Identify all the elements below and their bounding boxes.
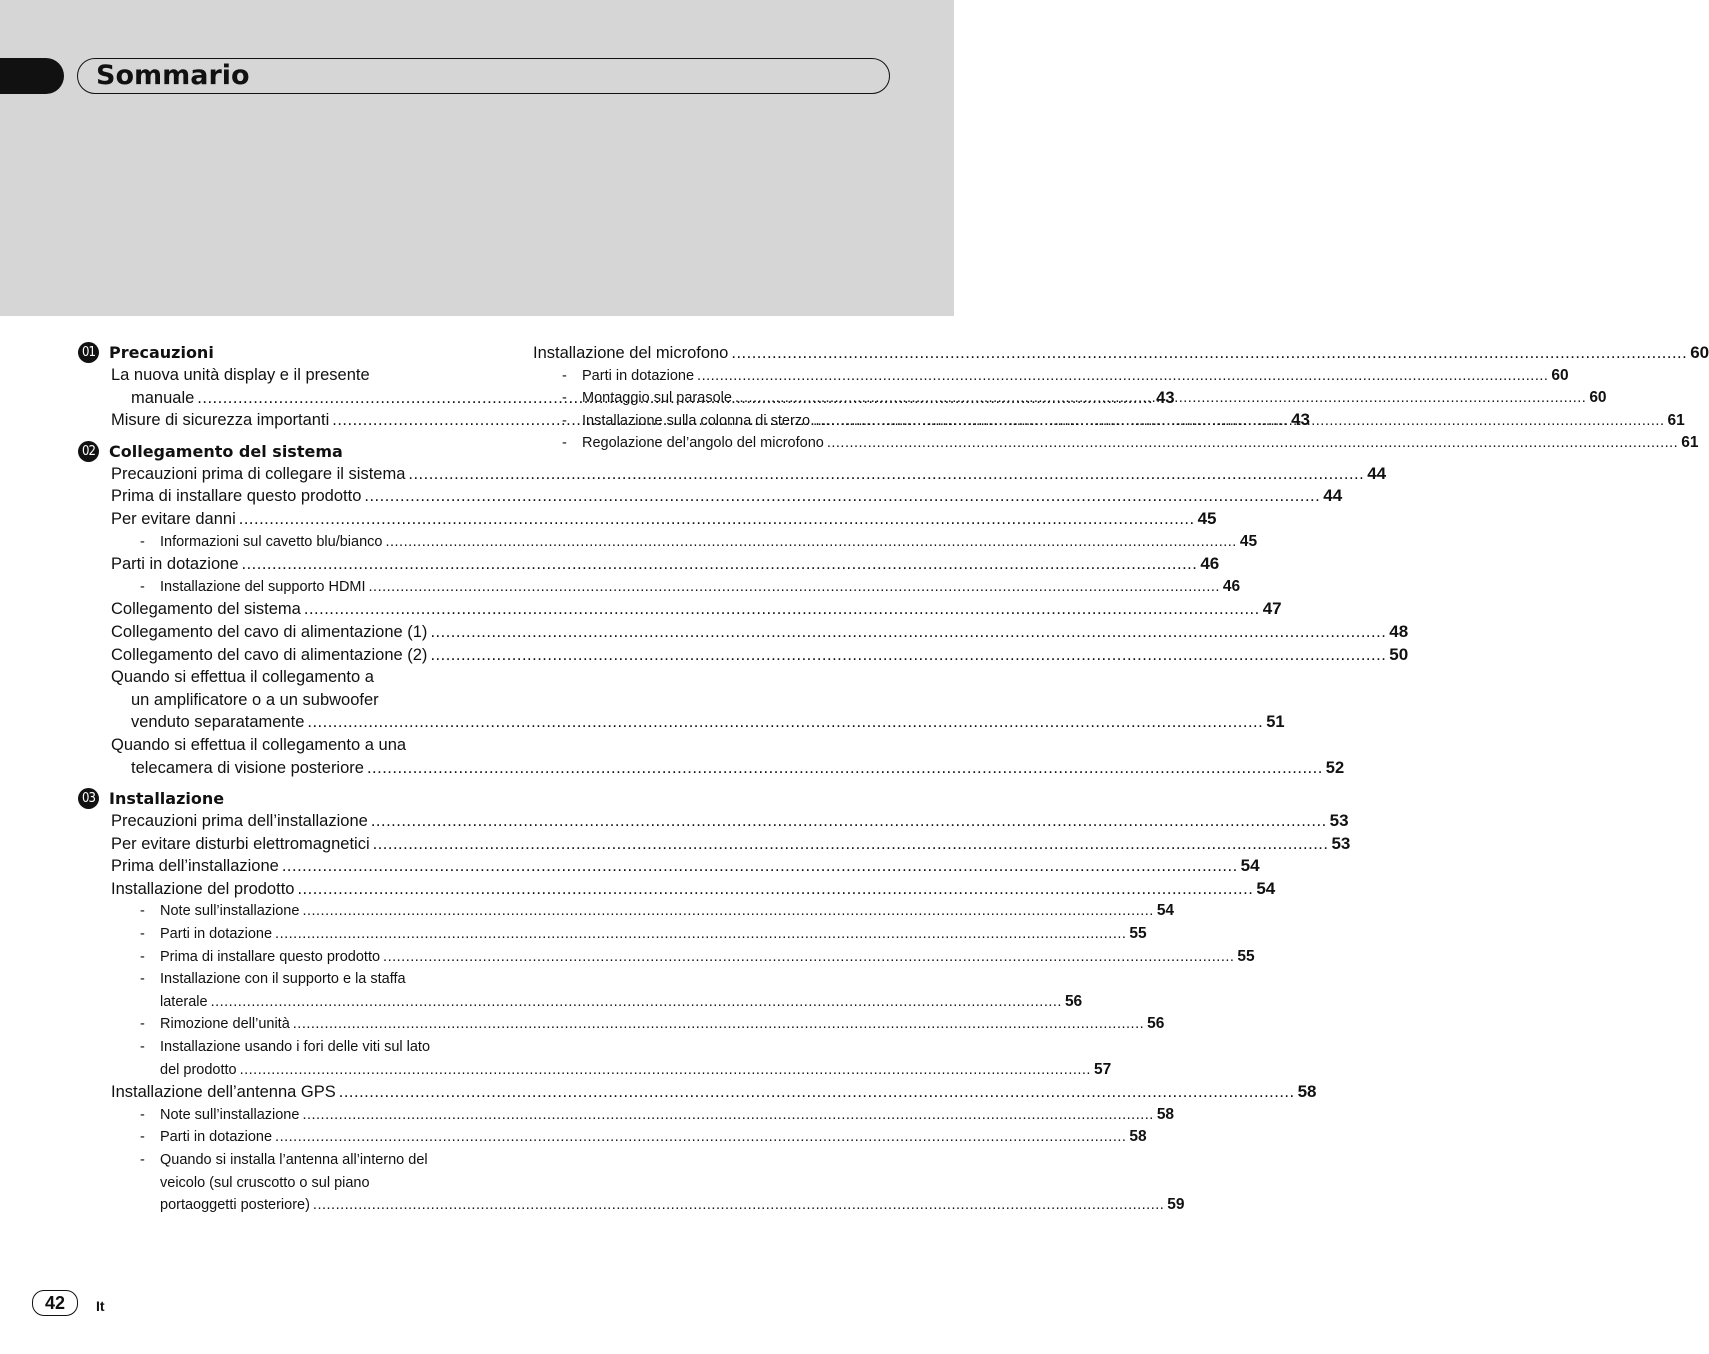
toc-page-number: 59 [1167, 1196, 1185, 1214]
leader-dots [239, 508, 1195, 531]
toc-entry-text: Prima di installare questo prodotto [111, 487, 362, 506]
toc-subentry-continuation [78, 1059, 1112, 1082]
toc-entry-text: telecamera di visione posteriore [131, 758, 364, 777]
toc-subentry [532, 365, 1569, 388]
toc-entry-text: Misure di sicurezza importanti [111, 411, 330, 430]
toc-entry [78, 810, 1349, 833]
toc-subentry-text: Parti in dotazione [582, 367, 695, 384]
toc-subentry-text: Installazione con il supporto e la staffa [160, 971, 406, 988]
toc-subentry [78, 1104, 1175, 1127]
section-heading [78, 788, 466, 810]
toc-subentry-continuation [78, 1194, 1185, 1217]
toc-entry [532, 342, 1709, 365]
leader-dots [313, 1194, 1164, 1217]
toc-page-number: 58 [1129, 1128, 1147, 1146]
leader-dots [827, 432, 1678, 455]
leader-dots [813, 410, 1664, 433]
dash-marker: - [140, 1152, 145, 1168]
leader-dots [275, 923, 1126, 946]
toc-page-number: 60 [1589, 389, 1607, 407]
leader-dots [371, 810, 1327, 833]
toc-subentry-text: Regolazione del’angolo del microfono [582, 435, 824, 452]
toc-page-number: 61 [1681, 434, 1699, 452]
toc-page-number: 46 [1200, 554, 1220, 574]
toc-entry [78, 553, 1220, 576]
toc-subentry-text: Parti in dotazione [160, 926, 273, 943]
leader-dots [383, 946, 1234, 969]
toc-subentry [78, 1126, 1147, 1149]
toc-subentry [78, 968, 466, 991]
page-number: 42 [32, 1290, 78, 1316]
toc-page-number: 60 [1551, 366, 1569, 384]
toc-subentry-text: Installazione sulla colonna di sterzo [582, 412, 811, 429]
toc-subentry-continuation [78, 1172, 466, 1195]
toc-subentry [78, 576, 1241, 599]
leader-dots [282, 855, 1238, 878]
toc-page-number: 54 [1156, 902, 1175, 920]
dash-marker: - [140, 1016, 145, 1033]
toc-entry [78, 598, 1282, 621]
toc-page-number: 52 [1325, 758, 1345, 777]
toc-page-number: 56 [1147, 1015, 1165, 1033]
leader-dots [275, 1126, 1126, 1149]
section-heading [78, 441, 466, 463]
toc-page-number: 43 [1156, 388, 1175, 407]
toc-subentry-text: Prima di installare questo prodotto [160, 948, 381, 965]
toc-entry-continuation [78, 757, 1345, 780]
toc-entry [78, 621, 1409, 644]
chapter-tab [0, 58, 64, 94]
leader-dots [242, 553, 1198, 576]
language-label: It [96, 1298, 105, 1314]
toc-subentry-text: Note sull’installazione [160, 903, 300, 920]
toc-entry-text: Precauzioni prima di collegare il sistema [111, 464, 406, 483]
toc-page-number: 55 [1237, 947, 1255, 965]
toc-subentry [78, 1149, 466, 1172]
dash-marker: - [562, 412, 567, 429]
dash-marker: - [562, 390, 567, 407]
toc-subentry-text: Informazioni sul cavetto blu/bianco [160, 533, 383, 550]
dash-marker: - [140, 578, 145, 595]
toc-page-number: 46 [1222, 577, 1241, 595]
toc-subentry-text: Quando si installa l’antenna all’interno del [160, 1152, 428, 1168]
section-title: Collegamento del sistema [109, 441, 343, 461]
toc-subentry-text: laterale [160, 993, 208, 1010]
toc-entry-text: manuale [131, 388, 195, 407]
toc-page-number: 58 [1297, 1082, 1317, 1102]
toc-entry-text: Installazione del microfono [533, 344, 729, 362]
toc-entry-text: Installazione dell’antenna GPS [111, 1083, 336, 1102]
chapter-number-badge: 01 [78, 342, 99, 363]
toc-entry-text: Installazione del prodotto [111, 879, 295, 898]
leader-dots [293, 1013, 1144, 1036]
toc-page-number: 60 [1690, 343, 1709, 362]
toc-entry [78, 508, 1217, 531]
toc-entry [78, 485, 1343, 508]
toc-subentry [78, 531, 1258, 554]
leader-dots [385, 531, 1236, 554]
toc-subentry-text: Note sull’installazione [160, 1106, 300, 1123]
toc-entry-text: Quando si effettua il collegamento a [111, 668, 374, 687]
leader-dots [735, 387, 1586, 410]
toc-entry-continuation [78, 689, 466, 712]
toc-subentry [78, 946, 1255, 969]
toc-page-number: 57 [1093, 1060, 1112, 1078]
toc-subentry [78, 923, 1147, 946]
leader-dots [369, 576, 1220, 599]
leader-dots [697, 365, 1548, 388]
toc-entry-text: Quando si effettua il collegamento a una [111, 735, 407, 754]
dash-marker: - [140, 1106, 145, 1123]
toc-page-number: 56 [1064, 992, 1083, 1010]
leader-dots [302, 1104, 1153, 1127]
toc-page-number: 44 [1367, 463, 1387, 483]
toc-entry [78, 878, 1276, 901]
toc-entry-text: Collegamento del sistema [111, 600, 301, 619]
toc-subentry-text: Parti in dotazione [160, 1129, 273, 1146]
section-title: Installazione [109, 789, 225, 809]
toc-page-number: 43 [1291, 410, 1311, 430]
page-title: Sommario [96, 60, 250, 91]
dash-marker: - [562, 435, 567, 452]
toc-entry-text: Precauzioni prima dell’installazione [111, 812, 368, 831]
dash-marker: - [140, 533, 145, 550]
toc-page-number: 53 [1329, 811, 1349, 831]
leader-dots [373, 833, 1329, 856]
dash-marker: - [140, 971, 145, 988]
toc-page-number: 44 [1323, 486, 1343, 506]
leader-dots [430, 644, 1386, 667]
toc-entry-text: Collegamento del cavo di alimentazione (2) [111, 645, 428, 664]
toc-page-number: 45 [1239, 532, 1258, 550]
toc-entry [78, 833, 1351, 856]
toc-page-number: 61 [1667, 411, 1685, 429]
toc-page-number: 58 [1156, 1105, 1175, 1123]
toc-entry [78, 463, 1387, 486]
toc-entry [78, 364, 466, 387]
toc-entry-text: Per evitare disturbi elettromagnetici [111, 834, 370, 853]
leader-dots [430, 621, 1386, 644]
toc-page-number: 54 [1256, 878, 1276, 898]
leader-dots [408, 463, 1364, 486]
toc-subentry-text: Montaggio sul parasole [582, 390, 732, 407]
toc-subentry [78, 1013, 1165, 1036]
leader-dots [304, 598, 1260, 621]
toc-subentry-text: portaoggetti posteriore) [160, 1197, 310, 1214]
toc-entry-text: venduto separatamente [131, 713, 305, 732]
leader-dots [240, 1059, 1091, 1082]
dash-marker: - [140, 926, 145, 943]
leader-dots [367, 757, 1323, 780]
toc-subentry [532, 432, 1699, 455]
leader-dots [307, 711, 1263, 734]
toc-subentry-text: Installazione del supporto HDMI [160, 578, 366, 595]
dash-marker: - [562, 367, 567, 384]
toc-subentry-continuation [78, 991, 1083, 1014]
toc-entry-text: La nuova unità display e il presente [111, 366, 370, 384]
dash-marker: - [140, 903, 145, 920]
toc-subentry [78, 900, 1175, 923]
toc-subentry-text: Rimozione dell’unità [160, 1016, 290, 1033]
toc-page-number: 51 [1266, 713, 1285, 732]
leader-dots [302, 900, 1153, 923]
dash-marker: - [140, 1129, 145, 1146]
toc-entry [78, 855, 1260, 878]
leader-dots [339, 1081, 1295, 1104]
leader-dots [731, 342, 1687, 365]
toc-entry [78, 1081, 1317, 1104]
toc-entry-text: Per evitare danni [111, 509, 236, 528]
chapter-number-badge: 02 [78, 441, 99, 462]
toc-entry-text: Parti in dotazione [111, 555, 239, 574]
toc-entry-text: un amplificatore o a un subwoofer [131, 690, 379, 709]
toc-entry [78, 644, 1409, 667]
dash-marker: - [140, 1039, 145, 1056]
toc-page-number: 48 [1389, 621, 1409, 641]
chapter-number-badge: 03 [78, 788, 99, 809]
leader-dots [211, 991, 1062, 1014]
toc-page-number: 55 [1129, 925, 1147, 943]
toc-page-number: 54 [1240, 856, 1260, 876]
toc-entry [78, 666, 466, 689]
toc-page-number: 47 [1262, 599, 1282, 619]
leader-dots [297, 878, 1253, 901]
header-band [0, 0, 954, 316]
toc-page-number: 53 [1331, 833, 1351, 853]
toc-page-number: 50 [1389, 644, 1409, 664]
section-heading [78, 342, 466, 364]
toc-subentry-text: veicolo (sul cruscotto o sul piano [160, 1174, 370, 1191]
toc-subentry [78, 1036, 466, 1059]
toc-entry-text: Collegamento del cavo di alimentazione (1) [111, 622, 428, 641]
toc-subentry-text: del prodotto [160, 1061, 237, 1078]
toc-section [78, 788, 1351, 1217]
section-title: Precauzioni [109, 343, 214, 362]
dash-marker: - [140, 948, 145, 965]
toc-page-number: 45 [1197, 508, 1217, 528]
toc-subentry-text: Installazione usando i fori delle viti sul lato [160, 1039, 431, 1056]
toc-entry [78, 734, 466, 757]
toc-entry-text: Prima dell’installazione [111, 857, 279, 876]
leader-dots [364, 485, 1320, 508]
toc-entry-continuation [78, 711, 1285, 734]
